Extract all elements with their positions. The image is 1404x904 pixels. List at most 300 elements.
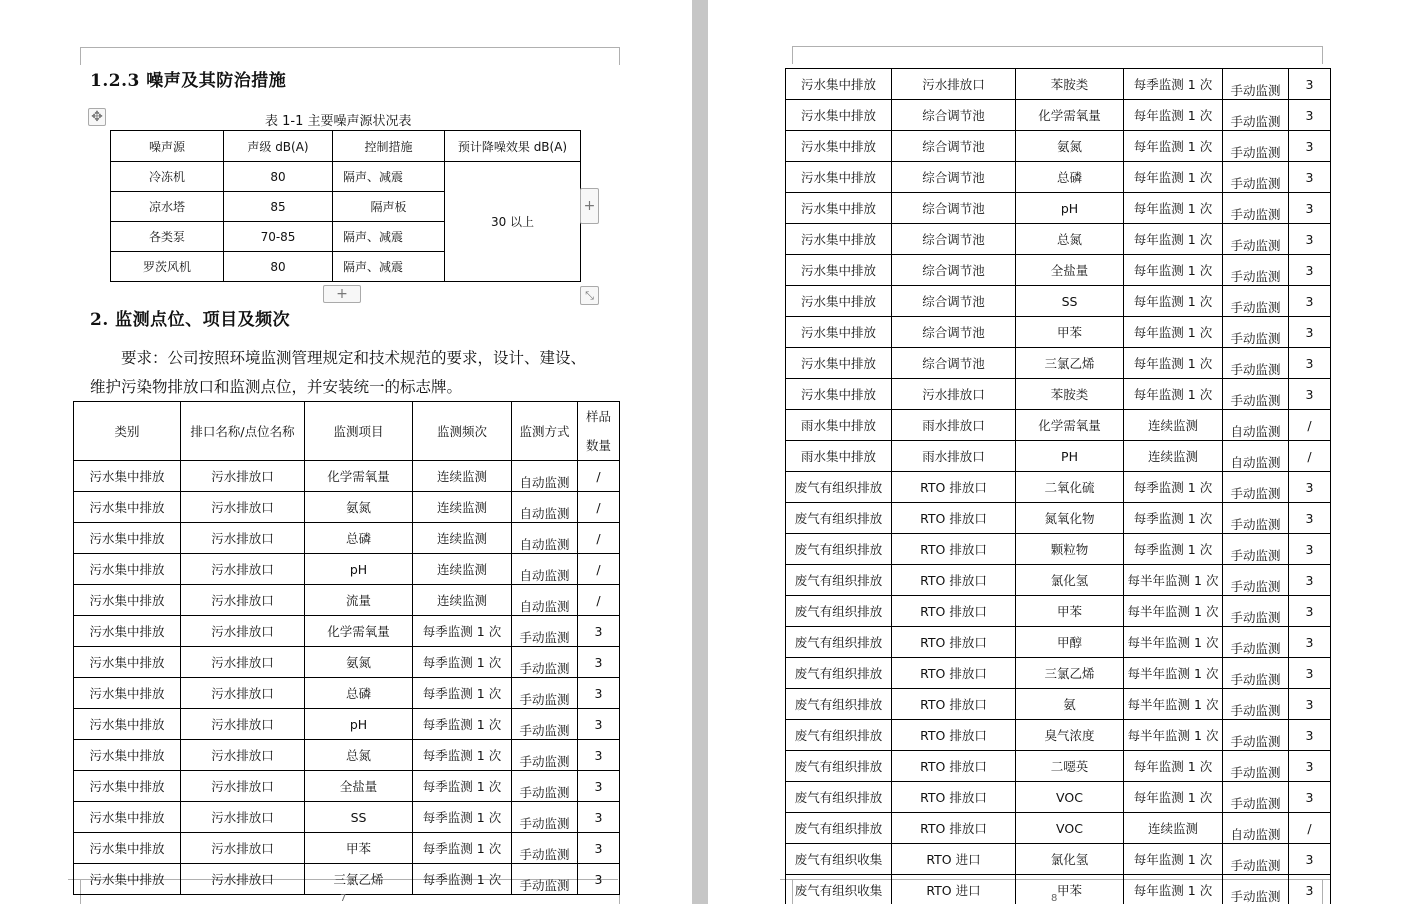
sample-count-cell: 3 bbox=[1289, 534, 1331, 565]
sample-count-cell: 3 bbox=[1289, 751, 1331, 782]
monitor-item-cell: 三氯乙烯 bbox=[1016, 348, 1124, 379]
monitor-item-cell: 总磷 bbox=[305, 678, 413, 709]
frequency-cell: 每半年监测 1 次 bbox=[1124, 689, 1223, 720]
method-cell: 手动监测 bbox=[1223, 875, 1289, 904]
table-cell: 隔声、减震 bbox=[333, 252, 445, 282]
outlet-name-cell: 综合调节池 bbox=[892, 131, 1016, 162]
paragraph-line: 要求：公司按照环境监测管理规定和技术规范的要求，设计、建设、 bbox=[121, 349, 587, 367]
monitor-item-cell: PH bbox=[1016, 441, 1124, 472]
method-cell: 手动监测 bbox=[1223, 534, 1289, 565]
outlet-name-cell: RTO 进口 bbox=[892, 875, 1016, 904]
frequency-cell: 每半年监测 1 次 bbox=[1124, 596, 1223, 627]
outlet-name-cell: RTO 排放口 bbox=[892, 503, 1016, 534]
frequency-cell: 每年监测 1 次 bbox=[1124, 131, 1223, 162]
table-cell: 80 bbox=[224, 252, 333, 282]
crop-mark bbox=[792, 46, 793, 64]
outlet-name-cell: RTO 排放口 bbox=[892, 627, 1016, 658]
category-cell: 污水集中排放 bbox=[786, 100, 892, 131]
frequency-cell: 每季监测 1 次 bbox=[413, 616, 512, 647]
frequency-cell: 每年监测 1 次 bbox=[1124, 255, 1223, 286]
category-cell: 污水集中排放 bbox=[74, 461, 181, 492]
sample-count-cell: / bbox=[578, 523, 620, 554]
outlet-name-cell: 污水排放口 bbox=[181, 864, 305, 895]
table-cell: 罗茨风机 bbox=[111, 252, 224, 282]
outlet-name-cell: RTO 排放口 bbox=[892, 751, 1016, 782]
table-header: 声级 dB(A) bbox=[224, 131, 333, 162]
outlet-name-cell: 污水排放口 bbox=[892, 69, 1016, 100]
outlet-name-cell: 污水排放口 bbox=[181, 554, 305, 585]
table-row bbox=[786, 69, 1331, 100]
table-cell: 隔声板 bbox=[333, 192, 445, 222]
method-cell: 手动监测 bbox=[1223, 782, 1289, 813]
outlet-name-cell: RTO 进口 bbox=[892, 844, 1016, 875]
category-cell: 污水集中排放 bbox=[786, 348, 892, 379]
noise-reduction-effect: 30 以上 bbox=[445, 162, 581, 282]
outlet-name-cell: 综合调节池 bbox=[892, 224, 1016, 255]
table-cell: 凉水塔 bbox=[111, 192, 224, 222]
sample-count-cell: 3 bbox=[578, 833, 620, 864]
category-cell: 污水集中排放 bbox=[786, 162, 892, 193]
add-column-button[interactable] bbox=[580, 188, 599, 224]
sample-count-cell: 3 bbox=[1289, 379, 1331, 410]
method-cell: 手动监测 bbox=[512, 709, 578, 740]
table-row bbox=[786, 348, 1331, 379]
category-cell: 废气有组织收集 bbox=[786, 844, 892, 875]
crop-mark bbox=[1322, 46, 1323, 64]
monitor-item-cell: 甲苯 bbox=[1016, 875, 1124, 904]
method-cell: 手动监测 bbox=[512, 678, 578, 709]
category-cell: 污水集中排放 bbox=[786, 379, 892, 410]
sample-count-cell: 3 bbox=[1289, 131, 1331, 162]
monitor-item-cell: 化学需氧量 bbox=[305, 461, 413, 492]
method-cell: 自动监测 bbox=[512, 585, 578, 616]
frequency-cell: 每季监测 1 次 bbox=[413, 740, 512, 771]
monitor-item-cell: 二氧化硫 bbox=[1016, 472, 1124, 503]
outlet-name-cell: 雨水排放口 bbox=[892, 410, 1016, 441]
monitor-item-cell: pH bbox=[1016, 193, 1124, 224]
table-header: 监测方式 bbox=[512, 402, 578, 461]
frequency-cell: 连续监测 bbox=[413, 554, 512, 585]
category-cell: 废气有组织排放 bbox=[786, 813, 892, 844]
category-cell: 污水集中排放 bbox=[786, 131, 892, 162]
method-cell: 手动监测 bbox=[1223, 255, 1289, 286]
section-heading-2: 2. 监测点位、项目及频次 bbox=[90, 310, 291, 330]
category-cell: 污水集中排放 bbox=[74, 554, 181, 585]
table-row bbox=[786, 689, 1331, 720]
outlet-name-cell: 综合调节池 bbox=[892, 348, 1016, 379]
monitor-item-cell: 甲醇 bbox=[1016, 627, 1124, 658]
sample-label: 样品 bbox=[585, 409, 611, 424]
table-header: 噪声源 bbox=[111, 131, 224, 162]
sample-count-cell: / bbox=[1289, 813, 1331, 844]
outlet-name-cell: RTO 排放口 bbox=[892, 565, 1016, 596]
category-cell: 污水集中排放 bbox=[74, 523, 181, 554]
category-cell: 污水集中排放 bbox=[74, 678, 181, 709]
monitor-item-cell: 总氮 bbox=[305, 740, 413, 771]
method-cell: 手动监测 bbox=[1223, 689, 1289, 720]
method-cell: 手动监测 bbox=[1223, 193, 1289, 224]
sample-count-cell: 3 bbox=[578, 864, 620, 895]
method-cell: 手动监测 bbox=[512, 771, 578, 802]
outlet-name-cell: RTO 排放口 bbox=[892, 472, 1016, 503]
monitor-item-cell: SS bbox=[305, 802, 413, 833]
category-cell: 污水集中排放 bbox=[74, 864, 181, 895]
method-cell: 自动监测 bbox=[512, 523, 578, 554]
monitor-item-cell: 氮氧化物 bbox=[1016, 503, 1124, 534]
monitor-item-cell: 甲苯 bbox=[1016, 596, 1124, 627]
outlet-name-cell: 污水排放口 bbox=[181, 833, 305, 864]
outlet-name-cell: 综合调节池 bbox=[892, 193, 1016, 224]
table-row bbox=[74, 585, 620, 616]
monitor-item-cell: 颗粒物 bbox=[1016, 534, 1124, 565]
method-cell: 手动监测 bbox=[1223, 286, 1289, 317]
outlet-name-cell: 污水排放口 bbox=[181, 523, 305, 554]
frequency-cell: 每年监测 1 次 bbox=[1124, 751, 1223, 782]
frequency-cell: 每季监测 1 次 bbox=[413, 678, 512, 709]
category-cell: 废气有组织排放 bbox=[786, 503, 892, 534]
category-cell: 废气有组织排放 bbox=[786, 534, 892, 565]
category-cell: 废气有组织排放 bbox=[786, 689, 892, 720]
category-cell: 废气有组织排放 bbox=[786, 472, 892, 503]
table-row bbox=[786, 596, 1331, 627]
method-cell: 手动监测 bbox=[1223, 751, 1289, 782]
category-cell: 污水集中排放 bbox=[74, 585, 181, 616]
frequency-cell: 每季监测 1 次 bbox=[413, 833, 512, 864]
sample-count-cell: 3 bbox=[1289, 348, 1331, 379]
outlet-name-cell: 污水排放口 bbox=[181, 647, 305, 678]
table-row bbox=[786, 875, 1331, 904]
outlet-name-cell: 污水排放口 bbox=[181, 461, 305, 492]
crop-mark bbox=[80, 47, 81, 65]
sample-count-cell: / bbox=[1289, 441, 1331, 472]
sample-count-cell: 3 bbox=[1289, 255, 1331, 286]
sample-count-cell: 3 bbox=[1289, 193, 1331, 224]
category-cell: 污水集中排放 bbox=[74, 833, 181, 864]
method-cell: 手动监测 bbox=[1223, 627, 1289, 658]
frequency-cell: 每半年监测 1 次 bbox=[1124, 720, 1223, 751]
sample-count-cell: 3 bbox=[1289, 689, 1331, 720]
table-header: 控制措施 bbox=[333, 131, 445, 162]
category-cell: 废气有组织排放 bbox=[786, 627, 892, 658]
sample-count-cell: 3 bbox=[1289, 472, 1331, 503]
frequency-cell: 每半年监测 1 次 bbox=[1124, 565, 1223, 596]
table-header: 类别 bbox=[74, 402, 181, 461]
method-cell: 手动监测 bbox=[1223, 69, 1289, 100]
table-row bbox=[786, 286, 1331, 317]
method-cell: 手动监测 bbox=[512, 647, 578, 678]
method-cell: 手动监测 bbox=[512, 833, 578, 864]
frequency-cell: 每年监测 1 次 bbox=[1124, 317, 1223, 348]
table-row bbox=[74, 647, 620, 678]
frequency-cell: 每年监测 1 次 bbox=[1124, 844, 1223, 875]
resize-icon[interactable]: ⤡ bbox=[580, 286, 599, 305]
category-cell: 污水集中排放 bbox=[74, 492, 181, 523]
monitor-item-cell: 甲苯 bbox=[1016, 317, 1124, 348]
method-cell: 自动监测 bbox=[512, 554, 578, 585]
category-cell: 废气有组织排放 bbox=[786, 565, 892, 596]
table-cell: 70-85 bbox=[224, 222, 333, 252]
category-cell: 污水集中排放 bbox=[786, 317, 892, 348]
outlet-name-cell: RTO 排放口 bbox=[892, 596, 1016, 627]
frequency-cell: 每季监测 1 次 bbox=[1124, 69, 1223, 100]
method-cell: 自动监测 bbox=[512, 492, 578, 523]
monitor-item-cell: 氯化氢 bbox=[1016, 844, 1124, 875]
sample-count-cell: / bbox=[578, 492, 620, 523]
table-row bbox=[786, 720, 1331, 751]
table-row bbox=[786, 782, 1331, 813]
document-page-8 bbox=[708, 0, 1404, 904]
frequency-cell: 每季监测 1 次 bbox=[413, 647, 512, 678]
sample-count-cell: 3 bbox=[1289, 720, 1331, 751]
table-cell: 80 bbox=[224, 162, 333, 192]
table-row bbox=[74, 833, 620, 864]
outlet-name-cell: RTO 排放口 bbox=[892, 658, 1016, 689]
table-row bbox=[786, 534, 1331, 565]
category-cell: 废气有组织收集 bbox=[786, 875, 892, 904]
method-cell: 手动监测 bbox=[1223, 131, 1289, 162]
monitor-item-cell: VOC bbox=[1016, 813, 1124, 844]
category-cell: 污水集中排放 bbox=[74, 616, 181, 647]
table-row bbox=[74, 492, 620, 523]
document-page-7 bbox=[0, 0, 692, 904]
table-cell: 隔声、减震 bbox=[333, 162, 445, 192]
table-row bbox=[786, 131, 1331, 162]
method-cell: 手动监测 bbox=[1223, 379, 1289, 410]
frequency-cell: 每季监测 1 次 bbox=[413, 864, 512, 895]
monitor-item-cell: 总磷 bbox=[1016, 162, 1124, 193]
monitor-item-cell: 三氯乙烯 bbox=[1016, 658, 1124, 689]
monitor-item-cell: 苯胺类 bbox=[1016, 379, 1124, 410]
category-cell: 废气有组织排放 bbox=[786, 596, 892, 627]
sample-count-cell: 3 bbox=[1289, 69, 1331, 100]
table-header bbox=[578, 402, 620, 461]
table-cell: 隔声、减震 bbox=[333, 222, 445, 252]
sample-count-cell: / bbox=[1289, 410, 1331, 441]
method-cell: 手动监测 bbox=[1223, 720, 1289, 751]
monitor-item-cell: 全盐量 bbox=[305, 771, 413, 802]
outlet-name-cell: 雨水排放口 bbox=[892, 441, 1016, 472]
sample-count-cell: 3 bbox=[1289, 100, 1331, 131]
sample-count-cell: 3 bbox=[1289, 627, 1331, 658]
frequency-cell: 每季监测 1 次 bbox=[1124, 503, 1223, 534]
table-caption: 表 1-1 主要噪声源状况表 bbox=[265, 114, 412, 129]
quantity-label: 数量 bbox=[585, 438, 611, 453]
method-cell: 手动监测 bbox=[1223, 317, 1289, 348]
monitor-item-cell: 氯化氢 bbox=[1016, 565, 1124, 596]
table-row bbox=[74, 678, 620, 709]
sample-count-cell: 3 bbox=[578, 647, 620, 678]
frequency-cell: 每季监测 1 次 bbox=[413, 771, 512, 802]
table-row bbox=[786, 255, 1331, 286]
sample-count-cell: / bbox=[578, 554, 620, 585]
sample-count-cell: 3 bbox=[578, 802, 620, 833]
table-row bbox=[786, 813, 1331, 844]
frequency-cell: 每年监测 1 次 bbox=[1124, 224, 1223, 255]
category-cell: 污水集中排放 bbox=[786, 193, 892, 224]
monitor-item-cell: 化学需氧量 bbox=[1016, 410, 1124, 441]
frequency-cell: 每年监测 1 次 bbox=[1124, 286, 1223, 317]
outlet-name-cell: RTO 排放口 bbox=[892, 720, 1016, 751]
page-gutter bbox=[692, 0, 708, 904]
method-cell: 自动监测 bbox=[1223, 813, 1289, 844]
table-header: 排口名称/点位名称 bbox=[181, 402, 305, 461]
monitoring-table-continued bbox=[785, 68, 1331, 904]
monitor-item-cell: 氨氮 bbox=[305, 647, 413, 678]
sample-count-cell: 3 bbox=[1289, 503, 1331, 534]
outlet-name-cell: 综合调节池 bbox=[892, 317, 1016, 348]
outlet-name-cell: 污水排放口 bbox=[181, 585, 305, 616]
outlet-name-cell: 污水排放口 bbox=[181, 616, 305, 647]
frequency-cell: 每年监测 1 次 bbox=[1124, 348, 1223, 379]
table-header: 预计降噪效果 dB(A) bbox=[445, 131, 581, 162]
monitor-item-cell: 甲苯 bbox=[305, 833, 413, 864]
table-row bbox=[74, 461, 620, 492]
frequency-cell: 连续监测 bbox=[413, 585, 512, 616]
sample-count-cell: 3 bbox=[578, 709, 620, 740]
monitor-item-cell: 臭气浓度 bbox=[1016, 720, 1124, 751]
frequency-cell: 连续监测 bbox=[413, 461, 512, 492]
outlet-name-cell: RTO 排放口 bbox=[892, 813, 1016, 844]
outlet-name-cell: 污水排放口 bbox=[181, 709, 305, 740]
category-cell: 雨水集中排放 bbox=[786, 410, 892, 441]
frequency-cell: 每季监测 1 次 bbox=[1124, 534, 1223, 565]
method-cell: 手动监测 bbox=[512, 864, 578, 895]
method-cell: 自动监测 bbox=[1223, 410, 1289, 441]
outlet-name-cell: 污水排放口 bbox=[892, 379, 1016, 410]
method-cell: 手动监测 bbox=[1223, 565, 1289, 596]
sample-count-cell: 3 bbox=[578, 616, 620, 647]
move-icon[interactable]: ✥ bbox=[88, 108, 106, 126]
frequency-cell: 每年监测 1 次 bbox=[1124, 875, 1223, 904]
table-row bbox=[74, 740, 620, 771]
page-number: 7 bbox=[340, 893, 347, 904]
table-row bbox=[786, 472, 1331, 503]
method-cell: 手动监测 bbox=[1223, 224, 1289, 255]
monitor-item-cell: 三氯乙烯 bbox=[305, 864, 413, 895]
table-row bbox=[786, 441, 1331, 472]
header-margin-line bbox=[792, 46, 1322, 47]
crop-mark bbox=[619, 47, 620, 65]
frequency-cell: 每年监测 1 次 bbox=[1124, 100, 1223, 131]
method-cell: 手动监测 bbox=[512, 616, 578, 647]
category-cell: 废气有组织排放 bbox=[786, 782, 892, 813]
frequency-cell: 每半年监测 1 次 bbox=[1124, 627, 1223, 658]
table-row bbox=[786, 658, 1331, 689]
section-heading-1-2-3: 1.2.3 噪声及其防治措施 bbox=[90, 71, 287, 91]
category-cell: 污水集中排放 bbox=[74, 647, 181, 678]
category-cell: 污水集中排放 bbox=[74, 802, 181, 833]
method-cell: 手动监测 bbox=[512, 740, 578, 771]
outlet-name-cell: 污水排放口 bbox=[181, 678, 305, 709]
outlet-name-cell: 污水排放口 bbox=[181, 771, 305, 802]
frequency-cell: 连续监测 bbox=[413, 523, 512, 554]
table-row bbox=[786, 410, 1331, 441]
sample-count-cell: 3 bbox=[1289, 224, 1331, 255]
sample-count-cell: 3 bbox=[1289, 875, 1331, 904]
category-cell: 污水集中排放 bbox=[786, 286, 892, 317]
table-header: 监测频次 bbox=[413, 402, 512, 461]
monitor-item-cell: 总磷 bbox=[305, 523, 413, 554]
outlet-name-cell: RTO 排放口 bbox=[892, 689, 1016, 720]
table-row bbox=[111, 162, 581, 192]
table-row bbox=[786, 627, 1331, 658]
table-row bbox=[74, 864, 620, 895]
method-cell: 手动监测 bbox=[512, 802, 578, 833]
sample-count-cell: 3 bbox=[1289, 565, 1331, 596]
outlet-name-cell: RTO 排放口 bbox=[892, 782, 1016, 813]
frequency-cell: 每年监测 1 次 bbox=[1124, 782, 1223, 813]
table-row bbox=[786, 100, 1331, 131]
monitor-item-cell: SS bbox=[1016, 286, 1124, 317]
outlet-name-cell: 综合调节池 bbox=[892, 255, 1016, 286]
monitoring-table bbox=[73, 401, 620, 895]
category-cell: 污水集中排放 bbox=[786, 69, 892, 100]
sample-count-cell: 3 bbox=[1289, 658, 1331, 689]
method-cell: 手动监测 bbox=[1223, 348, 1289, 379]
method-cell: 自动监测 bbox=[512, 461, 578, 492]
table-cell: 冷冻机 bbox=[111, 162, 224, 192]
frequency-cell: 连续监测 bbox=[413, 492, 512, 523]
sample-count-cell: 3 bbox=[578, 771, 620, 802]
method-cell: 手动监测 bbox=[1223, 596, 1289, 627]
category-cell: 废气有组织排放 bbox=[786, 658, 892, 689]
table-row bbox=[74, 523, 620, 554]
category-cell: 废气有组织排放 bbox=[786, 751, 892, 782]
table-row bbox=[786, 193, 1331, 224]
category-cell: 污水集中排放 bbox=[786, 255, 892, 286]
monitor-item-cell: 苯胺类 bbox=[1016, 69, 1124, 100]
sample-count-cell: 3 bbox=[578, 740, 620, 771]
monitor-item-cell: pH bbox=[305, 709, 413, 740]
outlet-name-cell: 综合调节池 bbox=[892, 286, 1016, 317]
monitor-item-cell: pH bbox=[305, 554, 413, 585]
table-row bbox=[74, 616, 620, 647]
table-row bbox=[74, 709, 620, 740]
method-cell: 手动监测 bbox=[1223, 162, 1289, 193]
monitor-item-cell: 化学需氧量 bbox=[1016, 100, 1124, 131]
noise-source-table bbox=[110, 130, 581, 282]
category-cell: 污水集中排放 bbox=[786, 224, 892, 255]
sample-count-cell: 3 bbox=[578, 678, 620, 709]
table-row bbox=[786, 844, 1331, 875]
table-row bbox=[786, 162, 1331, 193]
frequency-cell: 每季监测 1 次 bbox=[1124, 472, 1223, 503]
outlet-name-cell: 污水排放口 bbox=[181, 740, 305, 771]
category-cell: 雨水集中排放 bbox=[786, 441, 892, 472]
method-cell: 自动监测 bbox=[1223, 441, 1289, 472]
frequency-cell: 每季监测 1 次 bbox=[413, 802, 512, 833]
category-cell: 污水集中排放 bbox=[74, 709, 181, 740]
table-row bbox=[786, 317, 1331, 348]
frequency-cell: 每季监测 1 次 bbox=[413, 709, 512, 740]
table-row bbox=[786, 379, 1331, 410]
category-cell: 废气有组织排放 bbox=[786, 720, 892, 751]
table-cell: 85 bbox=[224, 192, 333, 222]
monitor-item-cell: 氨氮 bbox=[1016, 131, 1124, 162]
table-header-row bbox=[74, 402, 620, 461]
table-row bbox=[786, 503, 1331, 534]
sample-count-cell: / bbox=[578, 585, 620, 616]
add-row-button[interactable] bbox=[323, 285, 361, 303]
sample-count-cell: 3 bbox=[1289, 162, 1331, 193]
table-row bbox=[74, 554, 620, 585]
outlet-name-cell: RTO 排放口 bbox=[892, 534, 1016, 565]
category-cell: 污水集中排放 bbox=[74, 740, 181, 771]
method-cell: 手动监测 bbox=[1223, 100, 1289, 131]
monitor-item-cell: VOC bbox=[1016, 782, 1124, 813]
method-cell: 手动监测 bbox=[1223, 472, 1289, 503]
monitor-item-cell: 氨 bbox=[1016, 689, 1124, 720]
